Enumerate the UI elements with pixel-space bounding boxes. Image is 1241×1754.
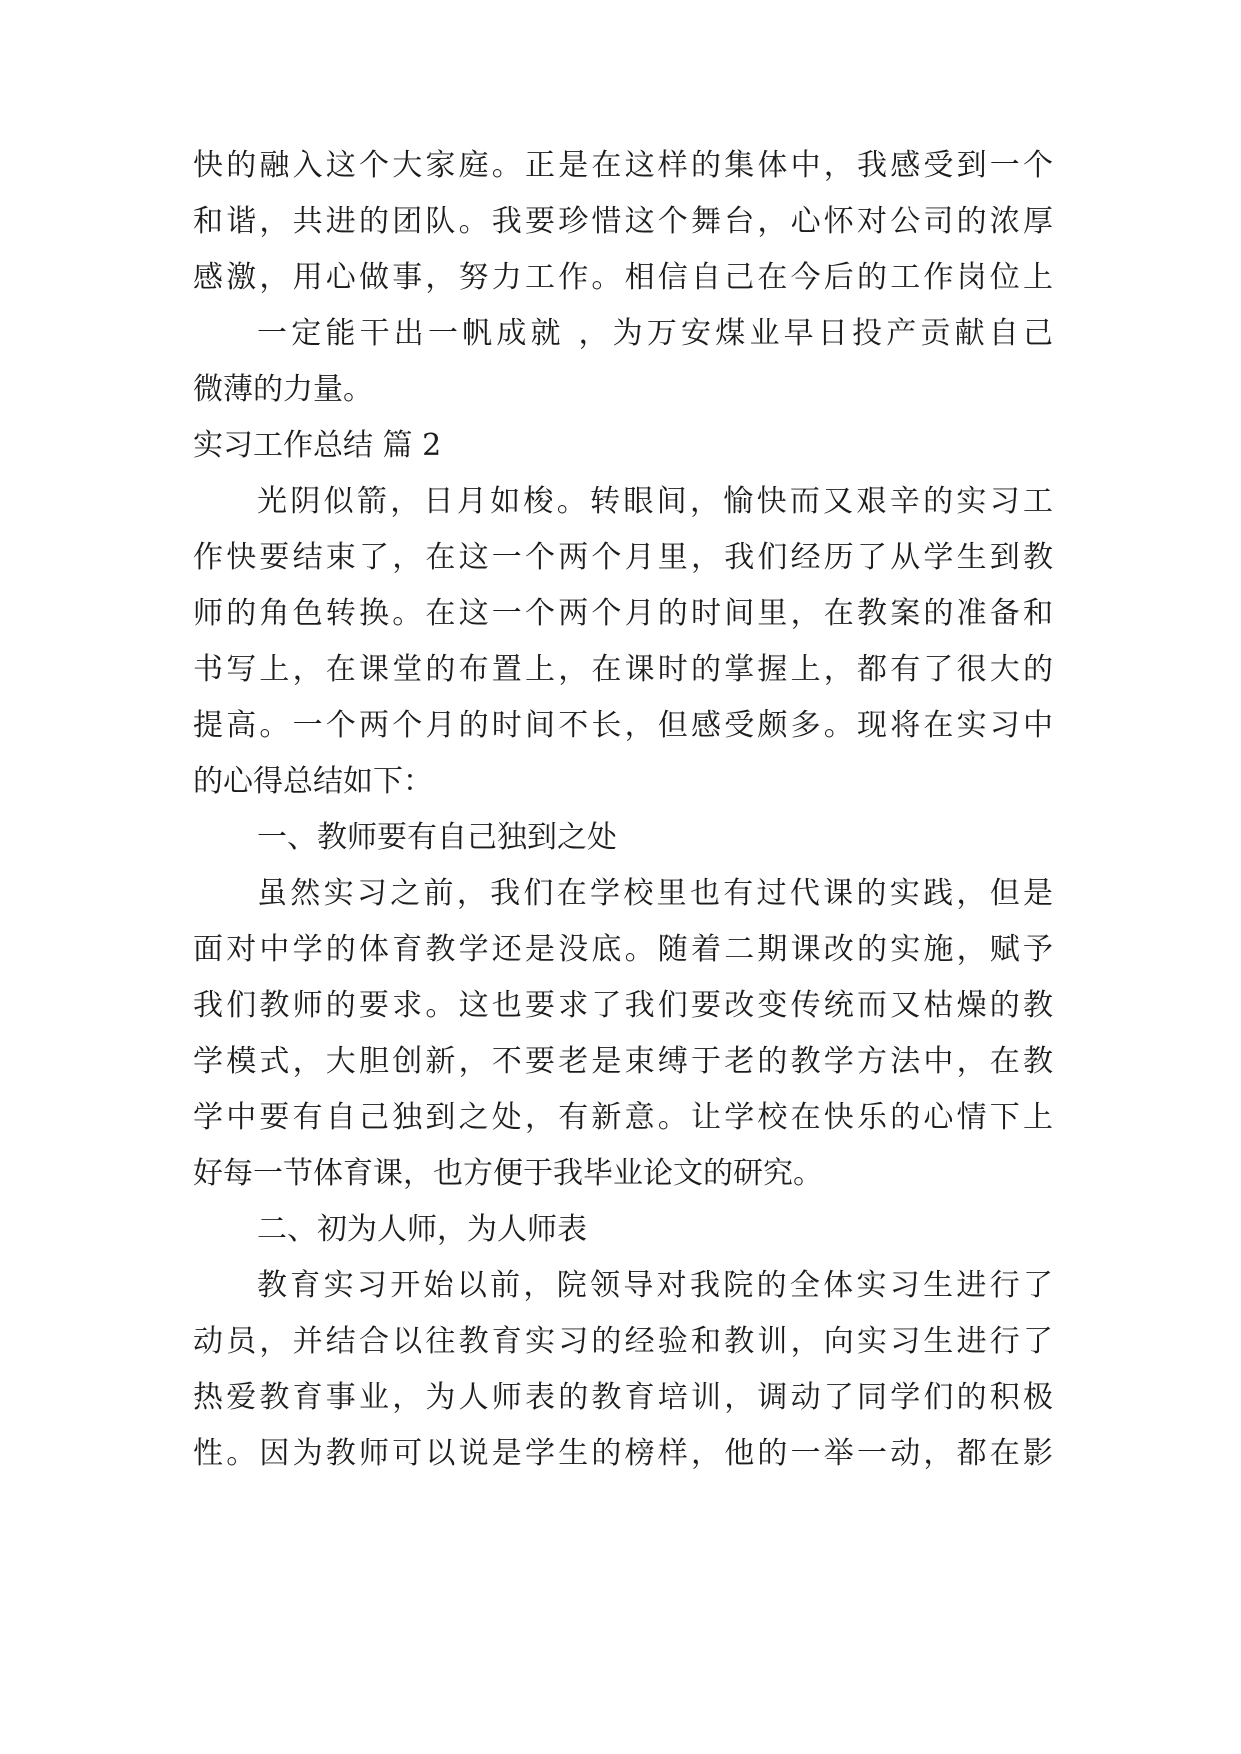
- paragraph-line: 书写上，在课堂的布置上，在课时的掌握上，都有了很大的: [193, 652, 1053, 687]
- section-heading: 实习工作总结 篇 2: [193, 428, 442, 463]
- paragraph-line: 学模式，大胆创新，不要老是束缚于老的教学方法中，在教: [193, 1044, 1053, 1079]
- paragraph-line: 和谐，共进的团队。我要珍惜这个舞台，心怀对公司的浓厚: [193, 204, 1053, 239]
- subsection-heading: 一、教师要有自己独到之处: [257, 820, 617, 855]
- paragraph-line: 微薄的力量。: [193, 372, 373, 407]
- paragraph-line: 提高。一个两个月的时间不长，但感受颇多。现将在实习中: [193, 708, 1053, 743]
- paragraph-line: 教育实习开始以前，院领导对我院的全体实习生进行了: [257, 1268, 1053, 1303]
- paragraph-line: 一定能干出一帆成就 ，为万安煤业早日投产贡献自己: [257, 316, 1053, 351]
- paragraph-line: 的心得总结如下：: [193, 764, 433, 799]
- paragraph-line: 虽然实习之前，我们在学校里也有过代课的实践，但是: [257, 876, 1053, 911]
- paragraph-line: 师的角色转换。在这一个两个月的时间里，在教案的准备和: [193, 596, 1053, 631]
- subsection-heading: 二、初为人师，为人师表: [257, 1212, 587, 1247]
- paragraph-line: 热爱教育事业，为人师表的教育培训，调动了同学们的积极: [193, 1380, 1053, 1415]
- paragraph-line: 我们教师的要求。这也要求了我们要改变传统而又枯燥的教: [193, 988, 1053, 1023]
- paragraph-line: 动员，并结合以往教育实习的经验和教训，向实习生进行了: [193, 1324, 1053, 1359]
- paragraph-line: 面对中学的体育教学还是没底。随着二期课改的实施，赋予: [193, 932, 1053, 967]
- paragraph-line: 好每一节体育课，也方便于我毕业论文的研究。: [193, 1156, 823, 1191]
- paragraph-line: 性。因为教师可以说是学生的榜样，他的一举一动，都在影: [193, 1436, 1053, 1471]
- paragraph-line: 作快要结束了，在这一个两个月里，我们经历了从学生到教: [193, 540, 1053, 575]
- paragraph-line: 光阴似箭，日月如梭。转眼间，愉快而又艰辛的实习工: [257, 484, 1053, 519]
- paragraph-line: 感激，用心做事，努力工作。相信自己在今后的工作岗位上: [193, 260, 1053, 295]
- paragraph-line: 学中要有自己独到之处，有新意。让学校在快乐的心情下上: [193, 1100, 1053, 1135]
- paragraph-line: 快的融入这个大家庭。正是在这样的集体中，我感受到一个: [193, 148, 1053, 183]
